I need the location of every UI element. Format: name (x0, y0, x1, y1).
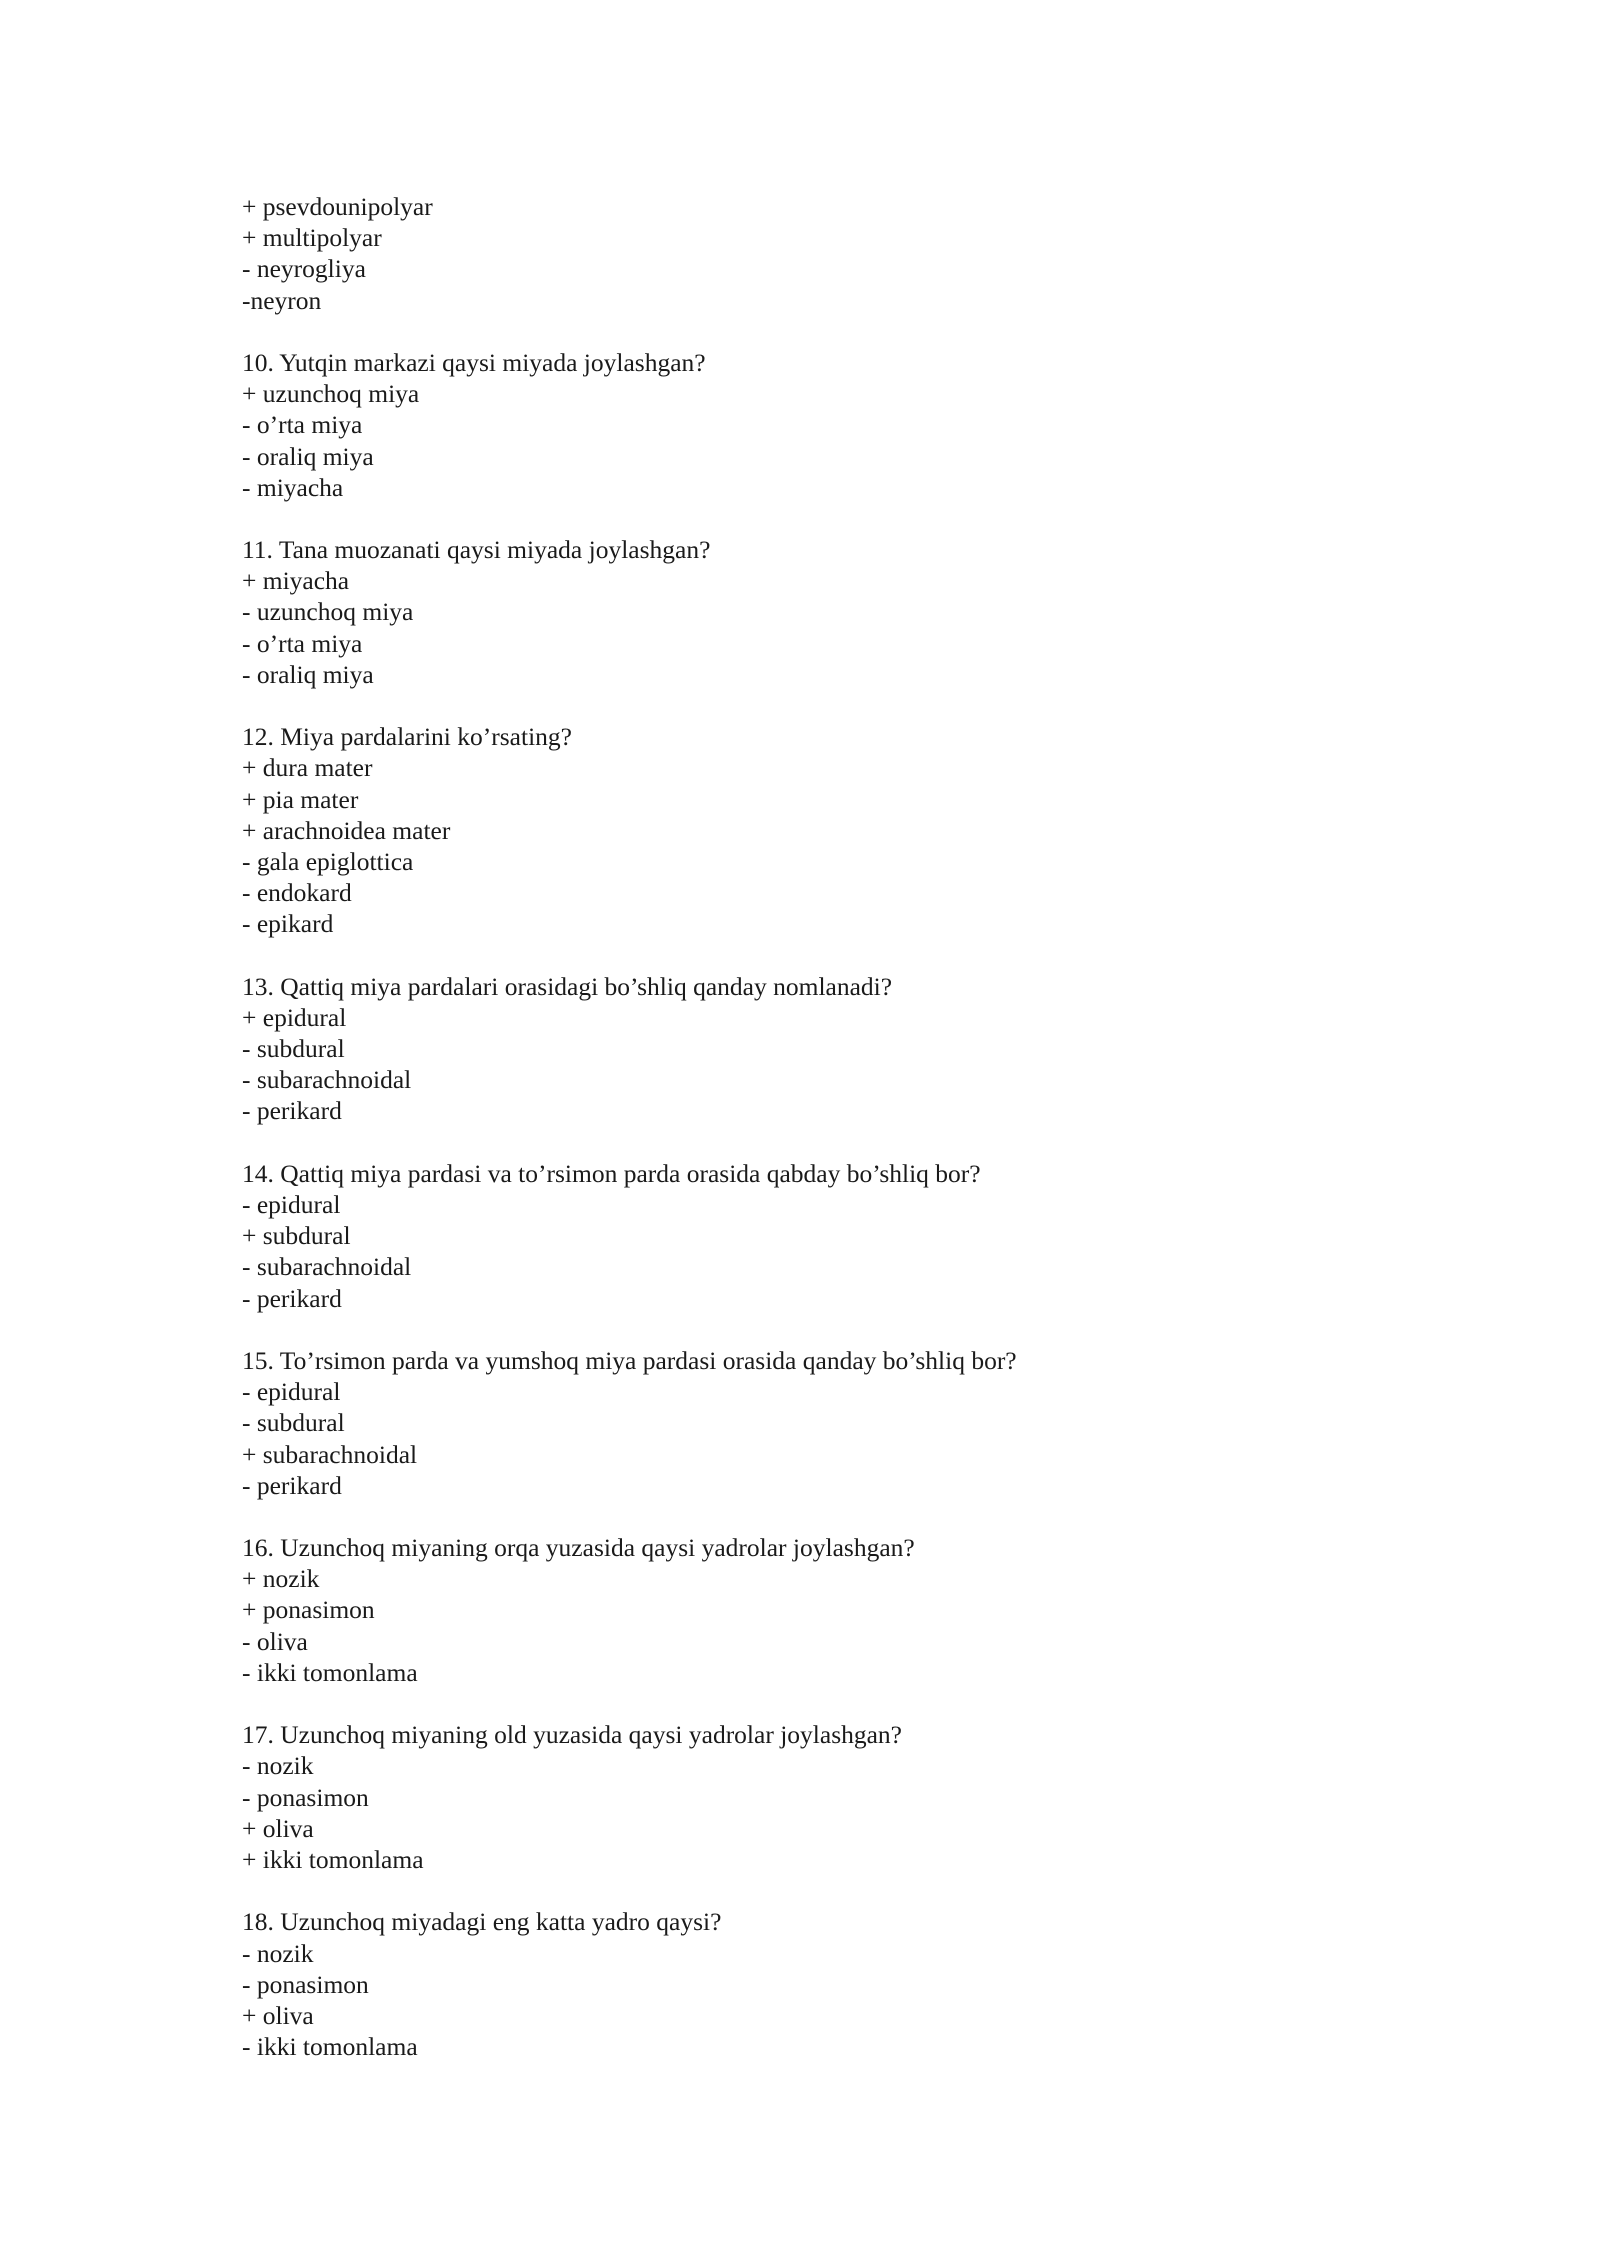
question-text: 18. Uzunchoq miyadagi eng katta yadro qaysi? (242, 1907, 722, 1937)
answer-option: - subarachnoidal (242, 1252, 412, 1282)
question-block (242, 1158, 1442, 1314)
answer-option: + nozik (242, 1564, 320, 1594)
answer-option: - oliva (242, 1626, 308, 1656)
question-block (242, 1345, 1442, 1501)
question-block (242, 1532, 1442, 1688)
answer-option: + arachnoidea mater (242, 815, 451, 845)
question-text: 15. To’rsimon parda va yumshoq miya pardasi orasida qanday bo’shliq bor? (242, 1345, 1017, 1375)
answer-option: - o’rta miya (242, 628, 363, 658)
answer-option: + psevdounipolyar (242, 192, 433, 221)
answer-option: - perikard (242, 1096, 342, 1126)
answer-option: + subarachnoidal (242, 1439, 418, 1469)
answer-option: - ponasimon (242, 1782, 369, 1812)
question-block (242, 721, 1442, 939)
answer-option: - o’rta miya (242, 410, 363, 440)
answer-option: + epidural (242, 1002, 347, 1032)
answer-option: - nozik (242, 1751, 314, 1781)
answer-option: - perikard (242, 1470, 342, 1500)
question-text: 13. Qattiq miya pardalari orasidagi bo’shliq qanday nomlanadi? (242, 971, 893, 1001)
question-text: 10. Yutqin markazi qaysi miyada joylashgan? (242, 347, 706, 377)
question-block (242, 971, 1442, 1127)
answer-option: + ponasimon (242, 1595, 375, 1625)
answer-option: - perikard (242, 1283, 342, 1313)
question-text: 14. Qattiq miya pardasi va to’rsimon parda orasida qabday bo’shliq bor? (242, 1158, 981, 1188)
answer-option: - subarachnoidal (242, 1065, 412, 1095)
answer-option: - ponasimon (242, 1969, 369, 1999)
answer-option: - uzunchoq miya (242, 597, 414, 627)
answer-option: - subdural (242, 1034, 345, 1064)
answer-option: + dura mater (242, 753, 373, 783)
answer-option: - subdural (242, 1408, 345, 1438)
answer-option: + oliva (242, 2000, 314, 2030)
question-text: 17. Uzunchoq miyaning old yuzasida qaysi yadrolar joylashgan? (242, 1720, 902, 1750)
answer-option: - epidural (242, 1190, 341, 1219)
question-block (242, 534, 1442, 690)
question-text: 16. Uzunchoq miyaning orqa yuzasida qaysi yadrolar joylashgan? (242, 1533, 915, 1563)
answer-option: - ikki tomonlama (242, 2032, 418, 2062)
answer-option: + uzunchoq miya (242, 379, 420, 409)
answer-option: - neyrogliya (242, 254, 366, 284)
quiz-content (242, 191, 1442, 2062)
answer-option: - epikard (242, 909, 334, 939)
question-text: 12. Miya pardalarini ko’rsating? (242, 722, 572, 752)
answer-option: - oraliq miya (242, 659, 374, 689)
answer-option: - oraliq miya (242, 441, 374, 471)
answer-option: - endokard (242, 878, 352, 908)
answer-option: - nozik (242, 1938, 314, 1968)
answer-option: + oliva (242, 1813, 314, 1843)
question-block (242, 1906, 1442, 2062)
answer-option: - gala epiglottica (242, 846, 414, 876)
question-block (242, 1719, 1442, 1875)
answer-option: + ikki tomonlama (242, 1844, 424, 1874)
answer-option: + pia mater (242, 784, 359, 814)
answer-option: + multipolyar (242, 223, 382, 253)
question-text: 11. Tana muozanati qaysi miyada joylashgan? (242, 535, 711, 565)
answer-option: + miyacha (242, 566, 350, 596)
answer-option: - miyacha (242, 472, 344, 502)
answer-option: - ikki tomonlama (242, 1657, 418, 1687)
answer-option: + subdural (242, 1221, 351, 1251)
answer-option: - epidural (242, 1377, 341, 1407)
answer-option: -neyron (242, 285, 322, 315)
question-block (242, 347, 1442, 503)
intro-options (242, 191, 1442, 316)
